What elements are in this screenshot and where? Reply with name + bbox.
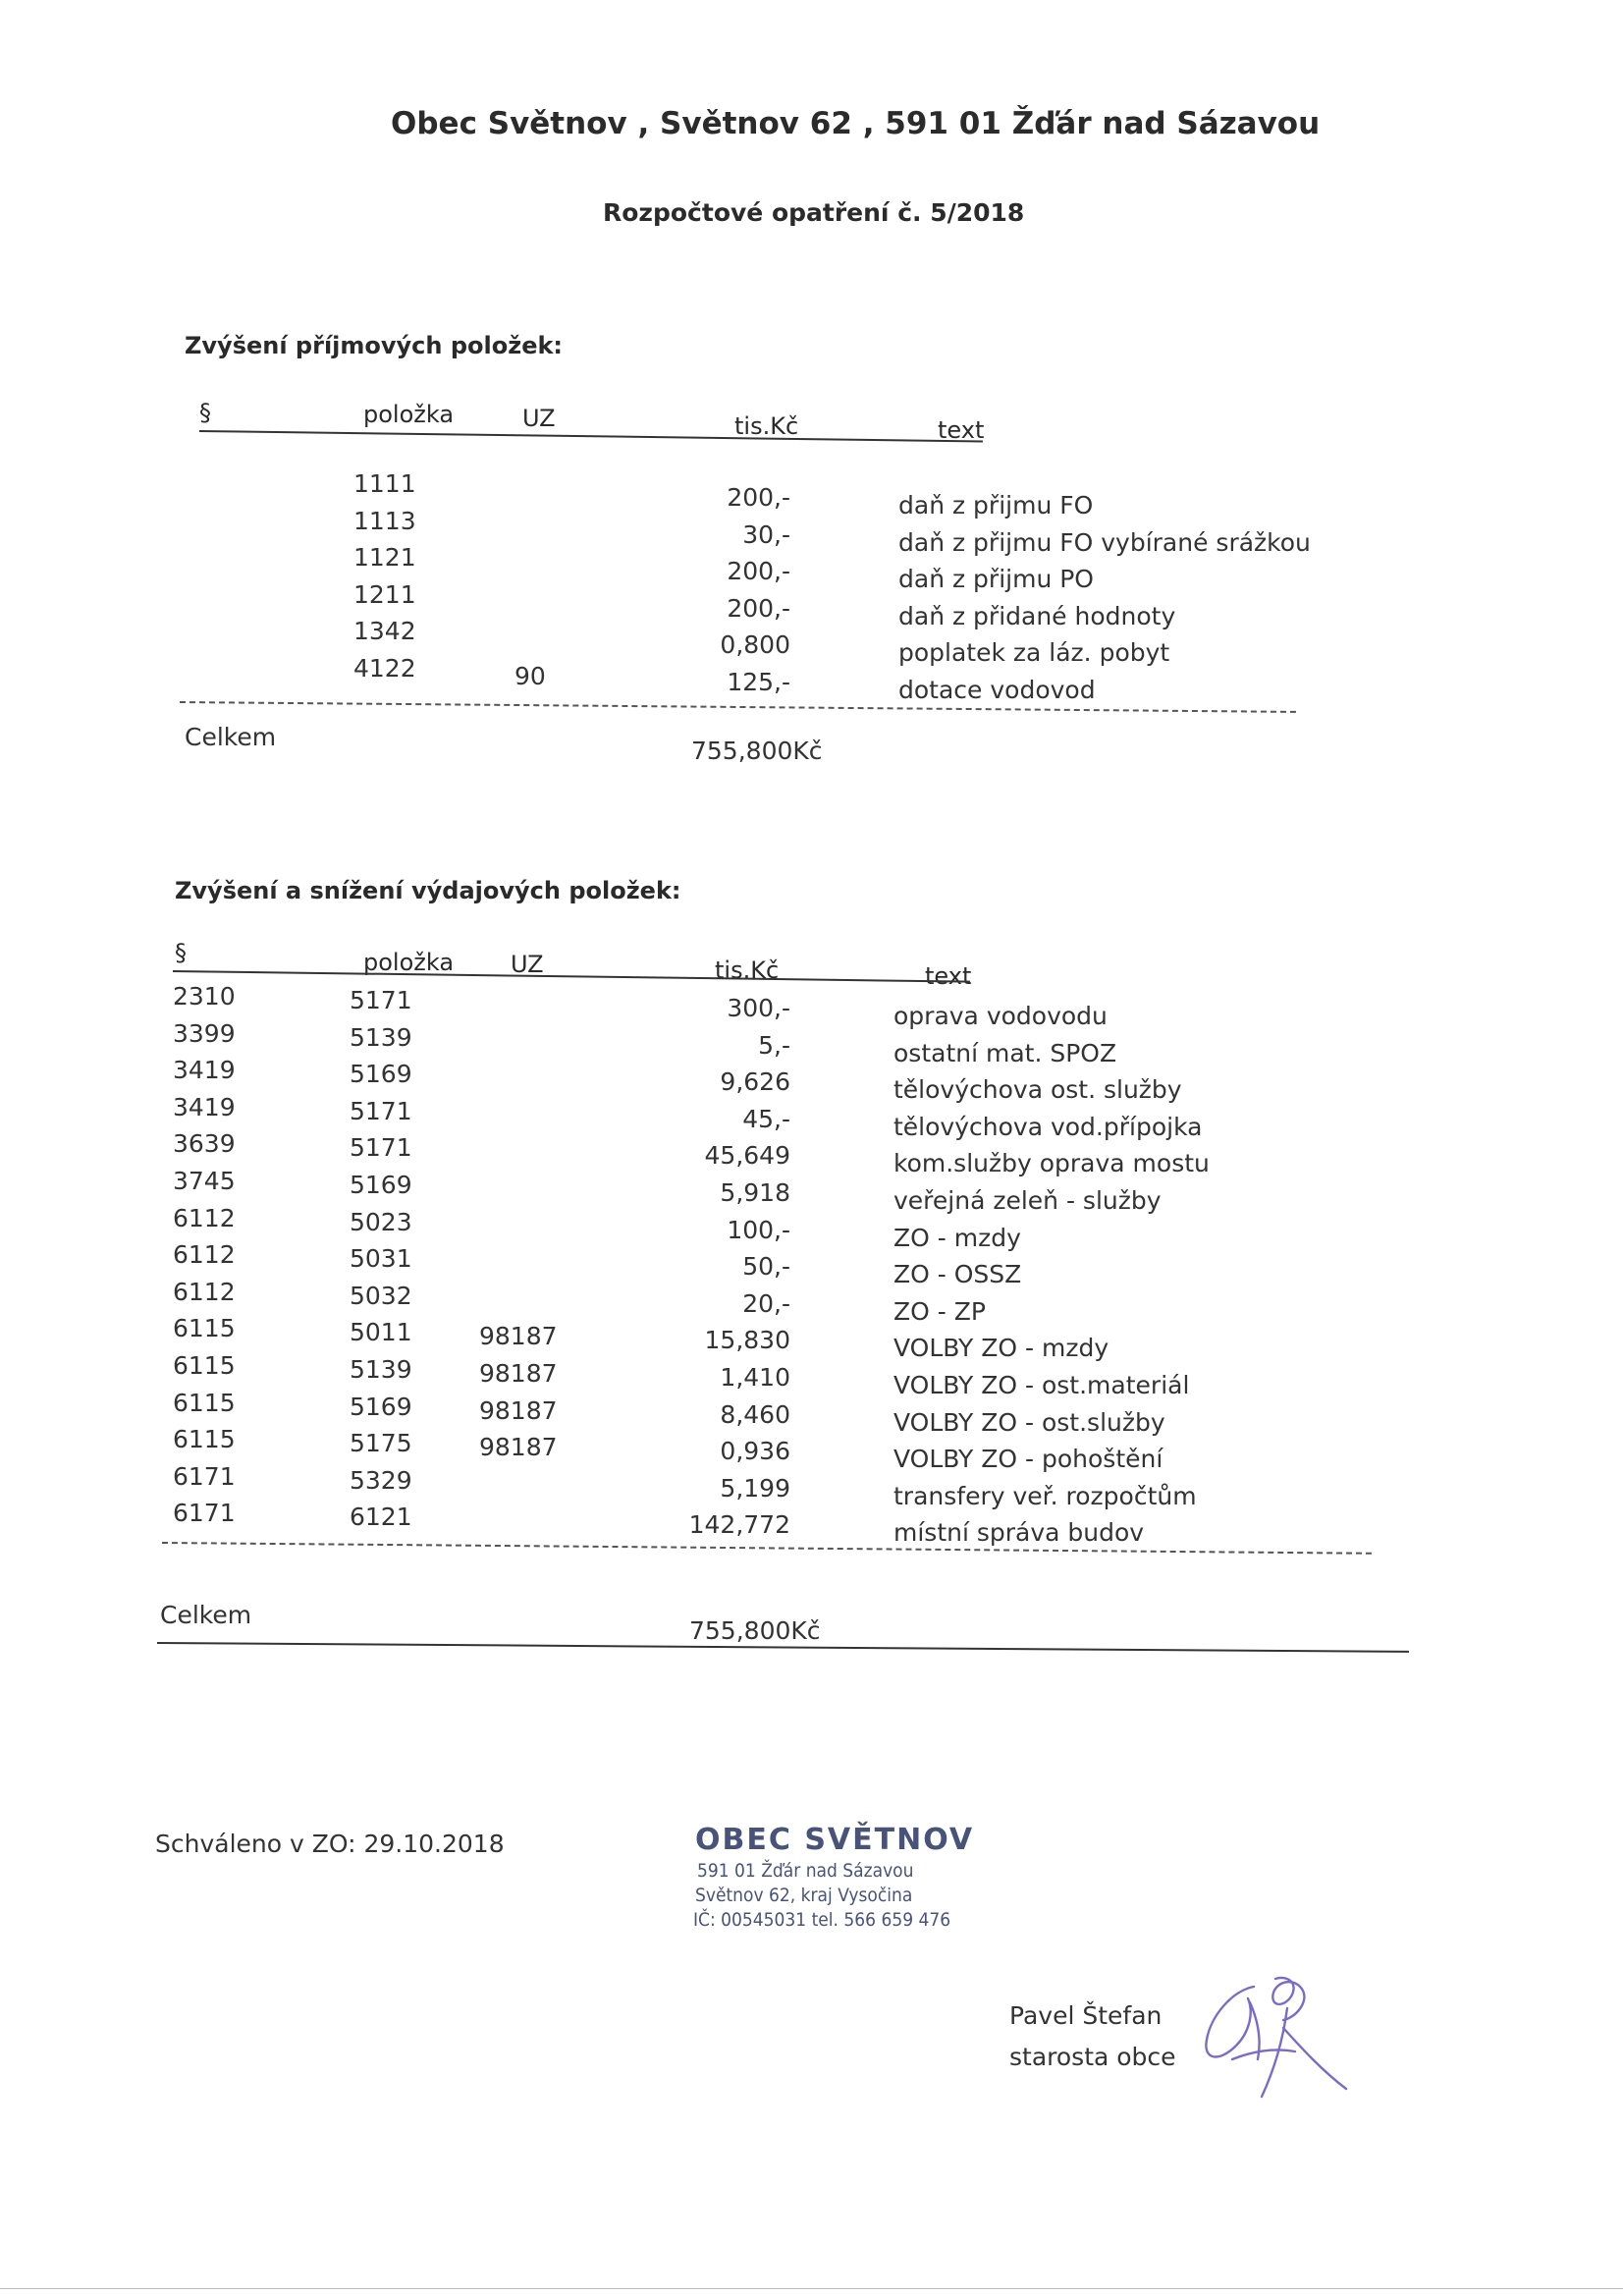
expense-section-title: Zvýšení a snížení výdajových položek: bbox=[175, 877, 681, 904]
income-separator bbox=[180, 701, 1296, 713]
cell-polozka: 5023 bbox=[350, 1207, 412, 1236]
cell-text: ZO - OSSZ bbox=[893, 1260, 1022, 1289]
cell-polozka: 5175 bbox=[350, 1429, 412, 1458]
cell-par: 6171 bbox=[173, 1499, 236, 1528]
stamp-title: OBEC SVĚTNOV bbox=[695, 1823, 975, 1857]
stamp-line-2: Světnov 62, kraj Vysočina bbox=[695, 1885, 913, 1906]
cell-polozka: 1211 bbox=[353, 579, 416, 609]
cell-text: VOLBY ZO - mzdy bbox=[893, 1334, 1109, 1363]
cell-polozka: 5171 bbox=[350, 1133, 412, 1163]
cell-text: ZO - mzdy bbox=[893, 1223, 1021, 1252]
expense-col-uz: UZ bbox=[511, 951, 544, 978]
income-total-value: 755,800Kč bbox=[691, 737, 823, 765]
income-col-uz: UZ bbox=[522, 405, 556, 432]
cell-par: 6112 bbox=[173, 1240, 236, 1270]
expense-col-text: text bbox=[925, 962, 972, 990]
cell-tis: 142,772 bbox=[688, 1510, 790, 1540]
income-header-rule bbox=[199, 430, 983, 442]
cell-tis: 0,936 bbox=[720, 1437, 790, 1466]
income-col-par: § bbox=[199, 399, 211, 426]
cell-tis: 200,- bbox=[727, 483, 790, 512]
expense-col-tis: tis.Kč bbox=[715, 957, 780, 984]
approval-text: Schváleno v ZO: 29.10.2018 bbox=[155, 1830, 505, 1858]
signatory-role: starosta obce bbox=[1009, 2043, 1176, 2071]
expense-total-label: Celkem bbox=[160, 1601, 252, 1629]
cell-text: místní správa budov bbox=[893, 1518, 1145, 1548]
cell-polozka: 1342 bbox=[353, 617, 416, 646]
cell-polozka: 5139 bbox=[350, 1022, 412, 1052]
cell-par: 6171 bbox=[173, 1461, 236, 1491]
cell-par: 6115 bbox=[173, 1314, 236, 1343]
cell-tis: 45,649 bbox=[704, 1141, 790, 1171]
cell-text: kom.služby oprava mostu bbox=[893, 1149, 1210, 1178]
cell-polozka: 5171 bbox=[350, 1096, 412, 1125]
cell-par: 3419 bbox=[173, 1092, 236, 1121]
cell-uz: 98187 bbox=[479, 1359, 558, 1388]
cell-text: oprava vodovodu bbox=[893, 1002, 1108, 1030]
cell-tis: 200,- bbox=[727, 593, 790, 623]
expense-col-polozka: položka bbox=[363, 949, 455, 976]
cell-text: VOLBY ZO - ost.materiál bbox=[893, 1371, 1190, 1399]
cell-par: 3399 bbox=[173, 1018, 236, 1048]
handwritten-signature bbox=[1193, 1969, 1360, 2116]
document-title: Obec Světnov , Světnov 62 , 591 01 Žďár nad Sázavou bbox=[391, 106, 1321, 141]
cell-tis: 300,- bbox=[727, 994, 790, 1022]
income-section-title: Zvýšení příjmových položek: bbox=[185, 332, 564, 359]
cell-polozka: 6121 bbox=[350, 1503, 412, 1532]
cell-polozka: 1111 bbox=[353, 469, 416, 498]
expense-header-rule bbox=[173, 970, 970, 983]
cell-tis: 30,- bbox=[742, 519, 790, 549]
cell-polozka: 5011 bbox=[350, 1318, 412, 1347]
cell-uz: 90 bbox=[514, 662, 546, 690]
cell-par: 2310 bbox=[173, 982, 236, 1011]
income-col-tis: tis.Kč bbox=[734, 412, 799, 440]
cell-polozka: 5171 bbox=[350, 986, 412, 1014]
document-subtitle: Rozpočtové opatření č. 5/2018 bbox=[603, 198, 1025, 227]
cell-par: 6112 bbox=[173, 1203, 236, 1232]
cell-uz: 98187 bbox=[479, 1395, 558, 1425]
stamp-line-1: 591 01 Žďár nad Sázavou bbox=[697, 1860, 914, 1882]
cell-par: 6115 bbox=[173, 1425, 236, 1454]
cell-polozka: 5032 bbox=[350, 1281, 412, 1310]
cell-text: VOLBY ZO - ost.služby bbox=[893, 1407, 1165, 1437]
cell-polozka: 5169 bbox=[350, 1060, 412, 1089]
cell-par: 3639 bbox=[173, 1129, 236, 1159]
cell-text: tělovýchova ost. služby bbox=[893, 1075, 1182, 1105]
page-bottom-edge bbox=[0, 2288, 1623, 2289]
cell-par: 3419 bbox=[173, 1056, 236, 1085]
cell-polozka: 5169 bbox=[350, 1171, 412, 1199]
cell-text: dotace vodovod bbox=[898, 676, 1096, 704]
cell-text: transfery veř. rozpočtům bbox=[893, 1481, 1197, 1510]
cell-tis: 100,- bbox=[727, 1215, 790, 1244]
income-total-label: Celkem bbox=[185, 723, 277, 751]
cell-text: daň z přijmu PO bbox=[898, 565, 1094, 594]
cell-tis: 8,460 bbox=[720, 1399, 790, 1429]
cell-text: ostatní mat. SPOZ bbox=[893, 1038, 1117, 1067]
cell-text: ZO - ZP bbox=[893, 1296, 986, 1326]
cell-par: 6115 bbox=[173, 1351, 236, 1380]
cell-text: VOLBY ZO - pohoštění bbox=[893, 1445, 1163, 1474]
cell-tis: 5,918 bbox=[720, 1178, 790, 1207]
cell-par: 3745 bbox=[173, 1167, 236, 1195]
cell-polozka: 5169 bbox=[350, 1392, 412, 1421]
cell-text: daň z přijmu FO bbox=[898, 491, 1094, 519]
cell-text: daň z přijmu FO vybírané srážkou bbox=[898, 527, 1311, 557]
signatory-name: Pavel Štefan bbox=[1009, 2001, 1163, 2030]
cell-tis: 200,- bbox=[727, 557, 790, 586]
cell-polozka: 5031 bbox=[350, 1244, 412, 1274]
cell-uz: 98187 bbox=[479, 1433, 558, 1462]
expense-separator bbox=[162, 1542, 1372, 1555]
cell-tis: 5,199 bbox=[720, 1473, 790, 1503]
cell-tis: 50,- bbox=[742, 1252, 790, 1282]
expense-total-value: 755,800Kč bbox=[689, 1616, 821, 1645]
cell-text: veřejná zeleň - služby bbox=[893, 1186, 1162, 1215]
cell-polozka: 1113 bbox=[353, 506, 416, 535]
cell-tis: 15,830 bbox=[704, 1326, 790, 1355]
cell-text: tělovýchova vod.přípojka bbox=[893, 1112, 1203, 1141]
cell-polozka: 5139 bbox=[350, 1355, 412, 1384]
cell-tis: 9,626 bbox=[720, 1067, 790, 1097]
cell-uz: 98187 bbox=[479, 1322, 558, 1351]
cell-tis: 1,410 bbox=[720, 1363, 790, 1392]
cell-par: 6112 bbox=[173, 1277, 236, 1306]
cell-text: daň z přidané hodnoty bbox=[898, 601, 1176, 630]
cell-par: 6115 bbox=[173, 1388, 236, 1417]
cell-polozka: 5329 bbox=[350, 1465, 412, 1495]
cell-tis: 45,- bbox=[742, 1104, 790, 1133]
cell-tis: 20,- bbox=[742, 1288, 790, 1318]
cell-text: poplatek za láz. pobyt bbox=[898, 638, 1170, 668]
cell-tis: 125,- bbox=[727, 668, 790, 696]
stamp-line-3: IČ: 00545031 tel. 566 659 476 bbox=[693, 1909, 951, 1931]
expense-col-par: § bbox=[175, 939, 187, 966]
cell-tis: 5,- bbox=[758, 1030, 790, 1060]
cell-polozka: 4122 bbox=[353, 654, 416, 683]
income-col-polozka: položka bbox=[363, 401, 455, 428]
income-col-text: text bbox=[938, 416, 985, 444]
cell-tis: 0,800 bbox=[720, 630, 790, 660]
cell-polozka: 1121 bbox=[353, 543, 416, 573]
